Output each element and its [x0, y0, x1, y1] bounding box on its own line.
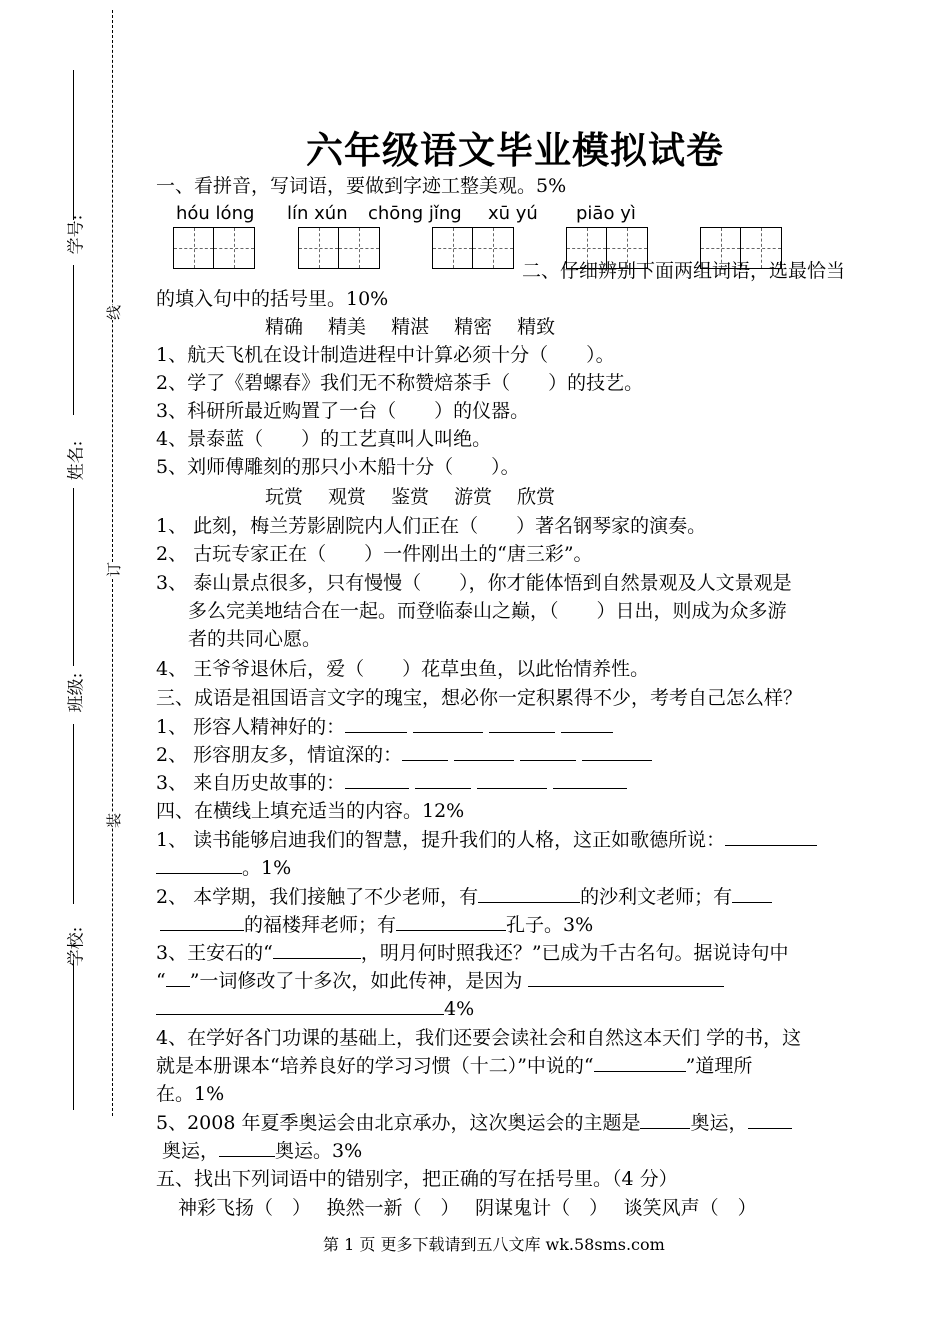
margin-line-4	[73, 724, 74, 904]
blank[interactable]	[345, 714, 407, 733]
pinyin-3: chōng jǐng	[368, 203, 462, 224]
blank[interactable]	[413, 714, 483, 733]
margin-label-student-id: 学号:	[66, 214, 87, 255]
group2-item-2: 2、 古玩专家正在（ ）一件刚出土的“唐三彩”。	[156, 543, 593, 565]
margin-label-name: 姓名:	[66, 440, 87, 481]
blank[interactable]	[640, 1110, 690, 1129]
q5-line-2	[156, 1138, 362, 1164]
q4-line-1: 4、在学好各门功课的基础上，我们还要会读社会和自然这本天们 学的书，这	[156, 1027, 802, 1049]
answer-grid-3[interactable]	[432, 227, 514, 269]
q3-line-3	[156, 996, 474, 1022]
q4-line-2	[156, 1053, 752, 1079]
q4-line-3: 在。1%	[156, 1083, 225, 1105]
q1-line-1	[156, 827, 817, 853]
blank[interactable]	[156, 996, 444, 1015]
blank[interactable]	[478, 884, 580, 903]
q2-text-2: 的沙利文老师；有	[580, 886, 733, 908]
page-title: 六年级语文毕业模拟试卷	[306, 128, 724, 172]
q5-line-1	[156, 1110, 792, 1136]
blank[interactable]	[725, 827, 817, 846]
group1-item-1: 1、航天飞机在设计制造进程中计算必须十分（ ）。	[156, 344, 615, 366]
idiom-line-1	[156, 714, 613, 740]
q1-text: 1、 读书能够启迪我们的智慧，提升我们的人格，这正如歌德所说：	[156, 829, 726, 851]
margin-line-2	[73, 265, 74, 415]
idiom-line-1-label: 1、 形容人精神好的：	[156, 716, 346, 738]
margin-line-1	[73, 70, 74, 220]
blank[interactable]	[582, 742, 652, 761]
idiom-line-2-label: 2、 形容朋友多，情谊深的：	[156, 744, 403, 766]
section4-heading: 四、在横线上填充适当的内容。12%	[156, 800, 465, 822]
idiom-line-3	[156, 770, 627, 796]
bind-char-bind: 装	[99, 813, 128, 828]
blank[interactable]	[561, 714, 613, 733]
q5-text-3: 奥运，	[162, 1140, 220, 1162]
word-group-1: 精确 精美 精湛 精密 精致	[265, 316, 556, 338]
group2-item-4: 4、 王爷爷退休后，爱（ ）花草虫鱼，以此怡情养性。	[156, 658, 650, 680]
q5-text-4: 奥运。3%	[275, 1140, 363, 1162]
q4-text-2: ”道理所	[685, 1055, 753, 1077]
pinyin-1: hóu lóng	[176, 203, 255, 224]
q5-text-2: 奥运，	[690, 1112, 748, 1134]
q2-text-4: 孔子。3%	[506, 914, 594, 936]
page-footer: 第 1 页 更多下载请到五八文库 wk.58sms.com	[323, 1235, 665, 1254]
group2-item-3: 3、 泰山景点很多，只有慢慢（ ），你才能体悟到自然景观及人文景观是	[156, 572, 792, 594]
section2-heading-part2: 的填入句中的括号里。10%	[156, 288, 389, 310]
q2-line-2	[156, 912, 593, 938]
answer-grid-1[interactable]	[173, 227, 255, 269]
section1-heading: 一、看拼音，写词语，要做到字迹工整美观。5%	[156, 175, 567, 197]
blank[interactable]	[345, 770, 409, 789]
pinyin-2: lín xún	[287, 203, 348, 224]
q3-line-2	[156, 968, 724, 994]
q3-text-1: 3、王安石的“	[156, 942, 273, 964]
word-group-2: 玩赏 观赏 鉴赏 游赏 欣赏	[265, 486, 556, 508]
blank[interactable]	[402, 742, 448, 761]
margin-line-3	[73, 488, 74, 666]
blank[interactable]	[520, 742, 576, 761]
blank[interactable]	[396, 912, 506, 931]
idiom-line-2	[156, 742, 652, 768]
blank[interactable]	[748, 1110, 792, 1129]
pinyin-4: xū yú	[488, 203, 538, 224]
blank[interactable]	[273, 940, 361, 959]
blank[interactable]	[477, 770, 547, 789]
margin-label-class: 班级:	[66, 672, 87, 713]
pinyin-5: piāo yì	[576, 203, 636, 224]
bind-char-staple: 订	[99, 562, 128, 577]
group1-item-2: 2、学了《碧螺春》我们无不称赞焙茶手（ ）的技艺。	[156, 372, 644, 394]
group2-item-3-cont: 多么完美地结合在一起。而登临泰山之巅，（ ）日出，则成为众多游	[188, 600, 787, 622]
blank[interactable]	[528, 968, 724, 987]
section5-heading: 五、找出下列词语中的错别字，把正确的写在括号里。（4 分）	[156, 1168, 678, 1190]
group2-item-3-end: 者的共同心愿。	[188, 628, 322, 650]
blank[interactable]	[594, 1053, 686, 1072]
blank[interactable]	[415, 770, 471, 789]
q3-text-2: ，明月何时照我还？”已成为千古名句。据说诗句中	[360, 942, 789, 964]
q2-text-1: 2、 本学期，我们接触了不少老师，有	[156, 886, 479, 908]
margin-label-school: 学校:	[66, 926, 87, 967]
section3-heading: 三、成语是祖国语言文字的瑰宝，想必你一定积累得不少，考考自己怎么样？	[156, 687, 803, 709]
blank[interactable]	[489, 714, 555, 733]
blank[interactable]	[156, 855, 242, 874]
group1-item-4: 4、景泰蓝（ ）的工艺真叫人叫绝。	[156, 428, 492, 450]
group1-item-3: 3、科研所最近购置了一台（ ）的仪器。	[156, 400, 530, 422]
bind-char-line: 线	[99, 305, 128, 320]
blank[interactable]	[553, 770, 627, 789]
idiom-line-3-label: 3、 来自历史故事的：	[156, 772, 346, 794]
q5-text-1: 5、2008 年夏季奥运会由北京承办，这次奥运会的主题是	[156, 1112, 641, 1134]
section5-words: 神彩飞扬（ ） 换然一新（ ） 阴谋鬼计（ ） 谈笑风声（ ）	[178, 1197, 757, 1219]
answer-grid-2[interactable]	[298, 227, 380, 269]
blank[interactable]	[166, 968, 190, 987]
blank[interactable]	[160, 912, 244, 931]
q3-text-3: “	[156, 970, 166, 992]
margin-line-5	[73, 960, 74, 1110]
q3-score: 4%	[444, 998, 475, 1020]
blank[interactable]	[732, 884, 772, 903]
q2-text-3: 的福楼拜老师；有	[244, 914, 397, 936]
group2-item-1: 1、 此刻，梅兰芳影剧院内人们正在（ ）著名钢琴家的演奏。	[156, 515, 707, 537]
q3-text-4: ”一词修改了十多次，如此传神，是因为	[189, 970, 523, 992]
section2-heading-part1: 二、仔细辨别下面两组词语，选最恰当	[522, 260, 846, 282]
q3-line-1	[156, 940, 789, 966]
q1-score: 。1%	[242, 857, 292, 879]
blank[interactable]	[219, 1138, 275, 1157]
q2-line-1	[156, 884, 772, 910]
blank[interactable]	[454, 742, 514, 761]
q1-line-2	[156, 855, 291, 881]
q4-text-1: 就是本册课本“培养良好的学习习惯（十二）”中说的“	[156, 1055, 594, 1077]
group1-item-5: 5、刘师傅雕刻的那只小木船十分（ ）。	[156, 456, 520, 478]
